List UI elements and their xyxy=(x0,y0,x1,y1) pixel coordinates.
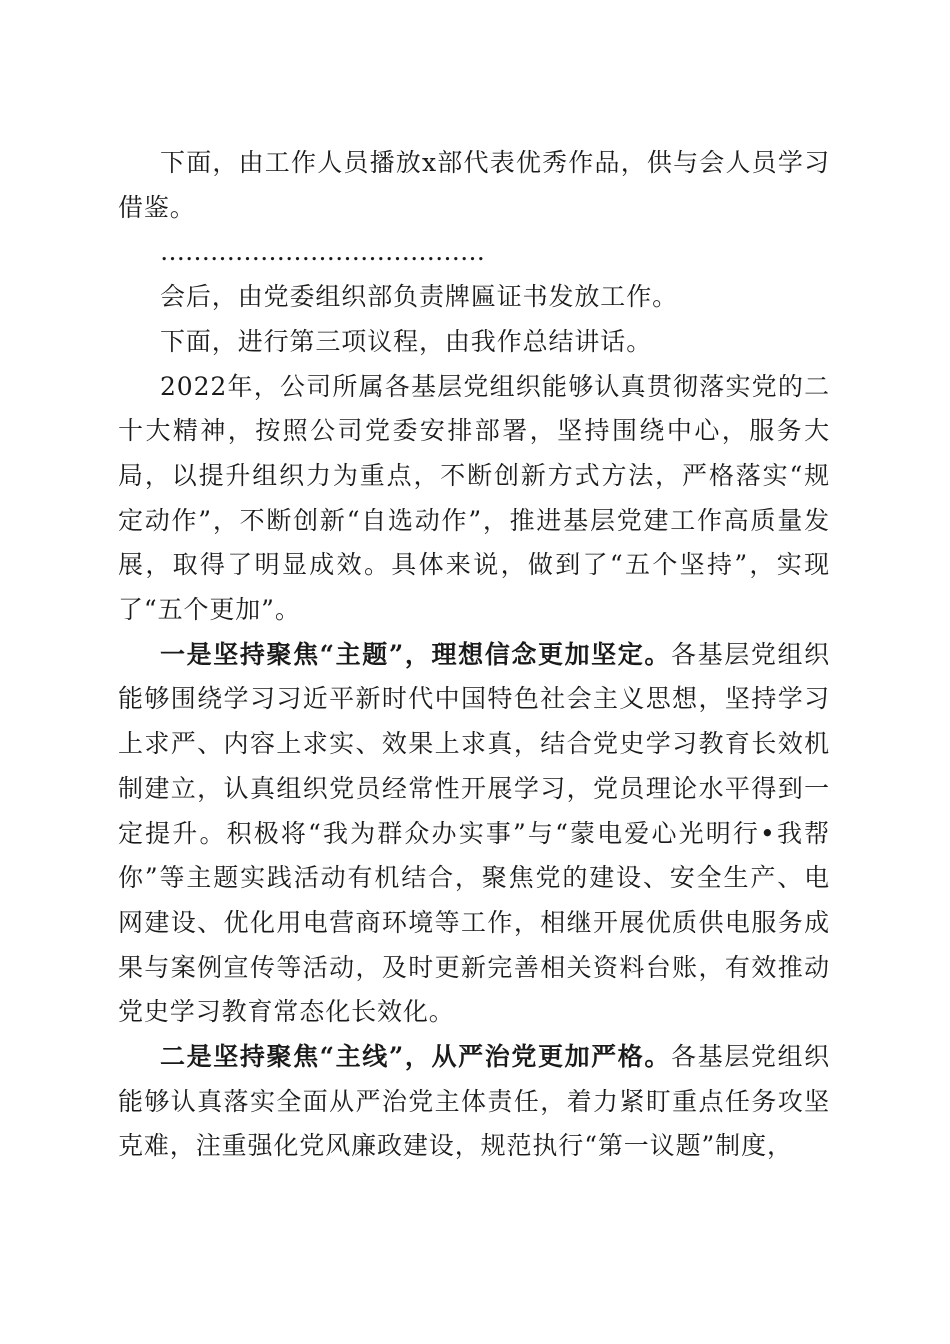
document-body xyxy=(118,141,830,1169)
paragraph-theme xyxy=(118,633,830,1035)
paragraph-theme-heading: 一是坚持聚焦“主题”，理想信念更加坚定。 xyxy=(160,639,672,669)
paragraph-ellipsis: ………………………………… xyxy=(160,237,485,267)
paragraph-mainline-body: 各基层党组织能够认真落实全面从严治党主体责任，着力紧盯重点任务攻坚克难，注重强化党风廉政建设，规范执行“第一议题”制度， xyxy=(118,1042,830,1161)
paragraph-mainline-heading: 二是坚持聚焦“主线”，从严治党更加严格。 xyxy=(160,1042,672,1072)
paragraph-video-playback: 下面，由工作人员播放x部代表优秀作品，供与会人员学习借鉴。 xyxy=(118,148,830,222)
paragraph-agenda-three: 下面，进行第三项议程，由我作总结讲话。 xyxy=(160,326,653,356)
paragraph-summary-2022: 2022年，公司所属各基层党组织能够认真贯彻落实党的二十大精神，按照公司党委安排部署，坚持围绕中心，服务大局，以提升组织力为重点，不断创新方式方法，严格落实“规定动作”，不断创新“自选动作”，推进基层党建工作高质量发展，取得了明显成效。具体来说，做到了“五个坚持”，实现了“五个更加”。 xyxy=(118,371,830,625)
paragraph-mainline xyxy=(118,1035,830,1169)
paragraph-plaque-distribution: 会后，由党委组织部负责牌匾证书发放工作。 xyxy=(160,282,679,312)
paragraph-theme-body: 各基层党组织能够围绕学习习近平新时代中国特色社会主义思想，坚持学习上求严、内容上求实、效果上求真，结合党史学习教育长效机制建立，认真组织党员经常性开展学习，党员理论水平得到一定提升。积极将“我为群众办实事”与“蒙电爱心光明行•我帮你”等主题实践活动有机结合，聚焦党的建设、安全生产、电网建设、优化用电营商环境等工作，相继开展优质供电服务成果与案例宣传等活动，及时更新完善相关资料台账，有效推动党史学习教育常态化长效化。 xyxy=(118,639,830,1027)
